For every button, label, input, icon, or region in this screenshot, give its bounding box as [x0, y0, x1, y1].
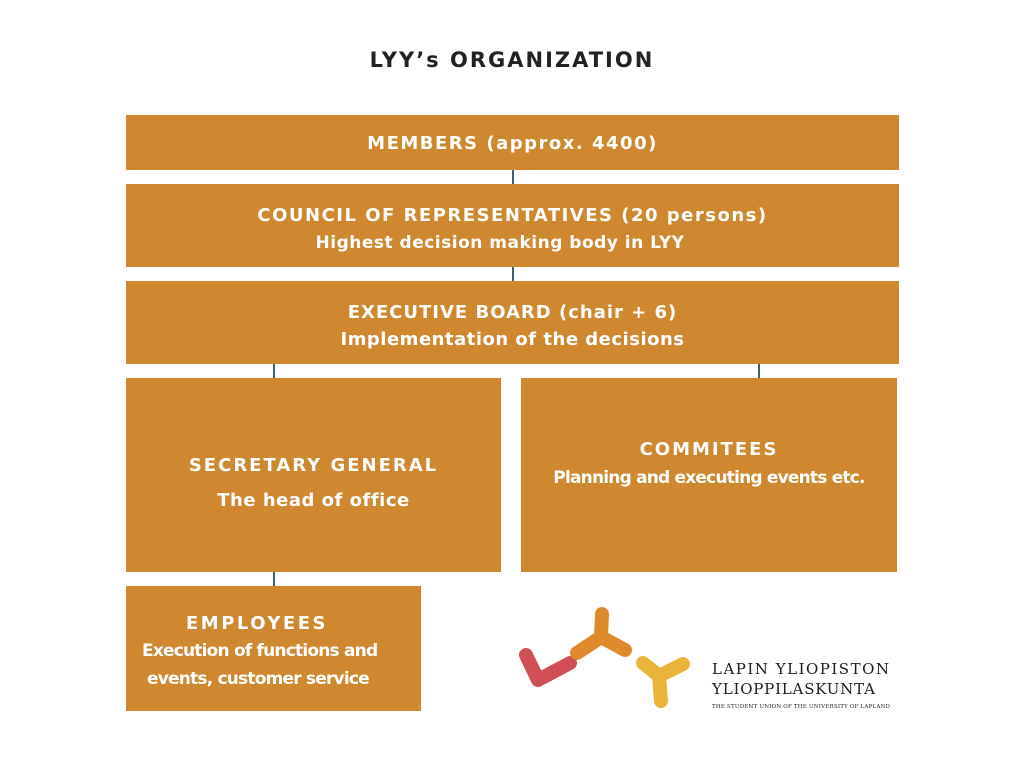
- secretary-general-box: [126, 378, 501, 572]
- connector-board-committees: [758, 364, 760, 378]
- logo-yellow-triblade: [643, 663, 683, 701]
- executive-board-box: [126, 281, 899, 364]
- employees-description-line1: Execution of functions and: [142, 641, 378, 661]
- committees-label: COMMITEES: [639, 439, 779, 460]
- executive-board-label: EXECUTIVE BOARD (chair + 6): [347, 302, 678, 323]
- employees-label: EMPLOYEES: [186, 613, 328, 634]
- members-box: [126, 115, 899, 170]
- employees-description-line2: events, customer service: [147, 669, 369, 689]
- connector-secgen-employees: [273, 572, 275, 586]
- executive-board-description: Implementation of the decisions: [340, 329, 685, 350]
- council-label: COUNCIL OF REPRESENTATIVES (20 persons): [257, 205, 768, 226]
- logo-orange-triblade: [577, 614, 625, 653]
- committees-description: Planning and executing events etc.: [553, 468, 865, 488]
- employees-box: [126, 586, 421, 711]
- logo-tagline: THE STUDENT UNION OF THE UNIVERSITY OF LAPLAND: [712, 704, 891, 710]
- connector-members-council: [512, 170, 514, 184]
- connector-council-board: [512, 267, 514, 281]
- lyy-logo-mark: [515, 600, 705, 715]
- logo-line2: YLIOPPILASKUNTA: [712, 680, 876, 698]
- committees-box: [521, 378, 897, 572]
- connector-board-secgen: [273, 364, 275, 378]
- council-box: [126, 184, 899, 267]
- secretary-general-description: The head of office: [217, 490, 410, 511]
- members-label: MEMBERS (approx. 4400): [367, 133, 658, 154]
- logo-red-chevron: [526, 655, 570, 680]
- diagram-title: LYY’s ORGANIZATION: [369, 48, 655, 72]
- logo-line1: LAPIN YLIOPISTON: [712, 660, 891, 678]
- lyy-logo: [515, 600, 905, 720]
- logo-wordmark: [712, 660, 902, 710]
- council-description: Highest decision making body in LYY: [315, 233, 685, 253]
- secretary-general-label: SECRETARY GENERAL: [188, 455, 439, 476]
